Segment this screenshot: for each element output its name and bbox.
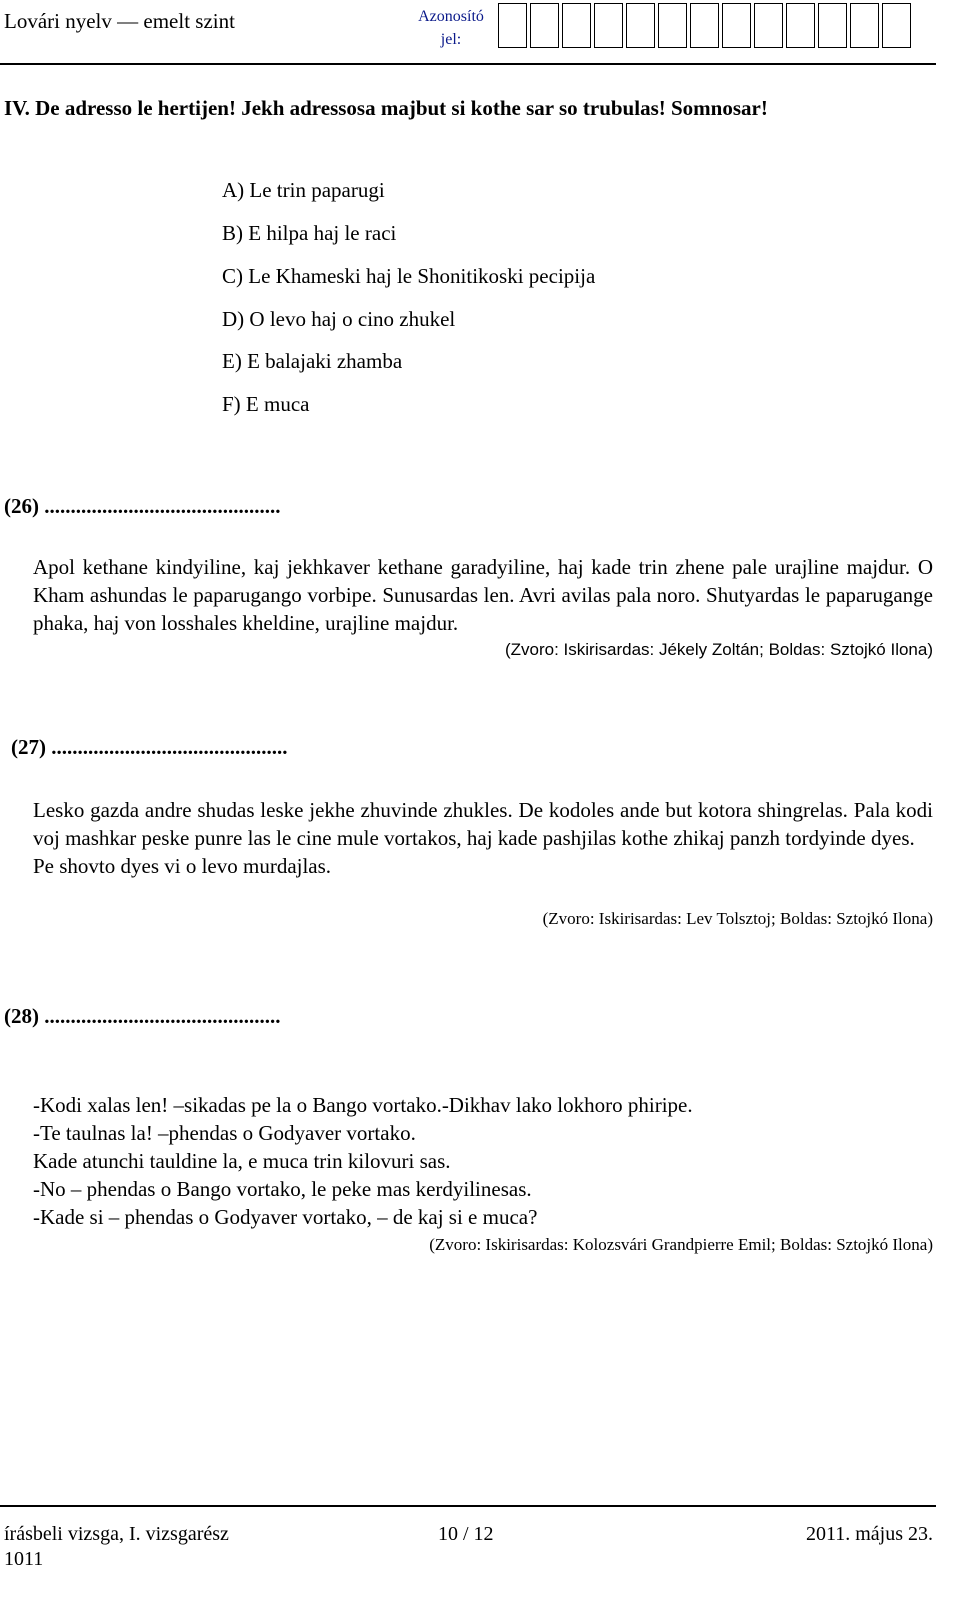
id-box[interactable]: [690, 3, 719, 48]
id-box[interactable]: [562, 3, 591, 48]
id-box[interactable]: [754, 3, 783, 48]
q26-text: [33, 553, 933, 637]
q28-line-3: Kade atunchi tauldine la, e muca trin kilovuri sas.: [33, 1149, 451, 1173]
footer-page-number: 10 / 12: [438, 1523, 494, 1545]
q28-line-4: -No – phendas o Bango vortako, le peke mas kerdyilinesas.: [33, 1177, 532, 1201]
q28-source: (Zvoro: Iskirisardas: Kolozsvári Grandpierre Emil; Boldas: Sztojkó Ilona): [429, 1235, 933, 1254]
q27-paragraph: Lesko gazda andre shudas leske jekhe zhuvinde zhukles. De kodoles ande but kotora shingrelas. Pala kodi voj mashkar peske punre las le cine mule vortakos, haj kade pashjilas kothe zhikaj panzh tordyinde dyes.: [33, 798, 933, 850]
q28-line-5: -Kade si – phendas o Godyaver vortako, – de kaj si e muca?: [33, 1205, 538, 1229]
option-a: A) Le trin paparugi: [222, 178, 385, 202]
id-box[interactable]: [850, 3, 879, 48]
footer-date: 2011. május 23.: [805, 1523, 933, 1545]
footer-left: írásbeli vizsga, I. vizsgarész: [4, 1523, 229, 1545]
id-box[interactable]: [882, 3, 911, 48]
q27-text: [33, 796, 933, 880]
option-f: F) E muca: [222, 392, 310, 416]
q28-answer-blank[interactable]: (28) .............................................: [4, 1004, 281, 1028]
footer-code: 1011: [4, 1548, 44, 1570]
option-c: C) Le Khameski haj le Shonitikoski pecipija: [222, 264, 596, 288]
id-box[interactable]: [498, 3, 527, 48]
q27-answer-blank[interactable]: (27) .............................................: [11, 735, 288, 759]
footer-rule: [0, 1505, 936, 1507]
q26-paragraph: Apol kethane kindyiline, kaj jekhkaver kethane garadyiline, haj kade trin zhene pale urajline majdur. O Kham ashundas le paparugango vorbipe. Sunusardas len. Avri avilas pala noro. Shutyardas le paparugange phaka, haj von losshales kheldine, urajline majdur.: [33, 555, 933, 635]
id-box[interactable]: [626, 3, 655, 48]
section-title: IV. De adresso le hertijen! Jekh adressosa majbut si kothe sar so trubulas! Somnosar!: [4, 96, 768, 120]
option-e: E) E balajaki zhamba: [222, 349, 403, 373]
id-box[interactable]: [658, 3, 687, 48]
option-b: B) E hilpa haj le raci: [222, 221, 397, 245]
id-box[interactable]: [818, 3, 847, 48]
q26-answer-blank[interactable]: (26) .............................................: [4, 494, 281, 518]
q28-line-2: -Te taulnas la! –phendas o Godyaver vortako.: [33, 1121, 416, 1145]
option-d: D) O levo haj o cino zhukel: [222, 307, 456, 331]
id-box[interactable]: [594, 3, 623, 48]
q27-paragraph-2: Pe shovto dyes vi o levo murdajlas.: [33, 854, 332, 878]
header-title: Lovári nyelv — emelt szint: [4, 9, 235, 33]
q27-source: (Zvoro: Iskirisardas: Lev Tolsztoj; Boldas: Sztojkó Ilona): [542, 909, 933, 928]
azonosito-label: Azonosító jel:: [418, 8, 484, 48]
id-box-row: [498, 3, 914, 48]
q26-source: (Zvoro: Iskirisardas: Jékely Zoltán; Boldas: Sztojkó Ilona): [505, 640, 933, 659]
id-box[interactable]: [722, 3, 751, 48]
id-box[interactable]: [530, 3, 559, 48]
id-box[interactable]: [786, 3, 815, 48]
header-rule: [0, 63, 936, 65]
q28-line-1: -Kodi xalas len! –sikadas pe la o Bango vortako.-Dikhav lako lokhoro phiripe.: [33, 1093, 693, 1117]
